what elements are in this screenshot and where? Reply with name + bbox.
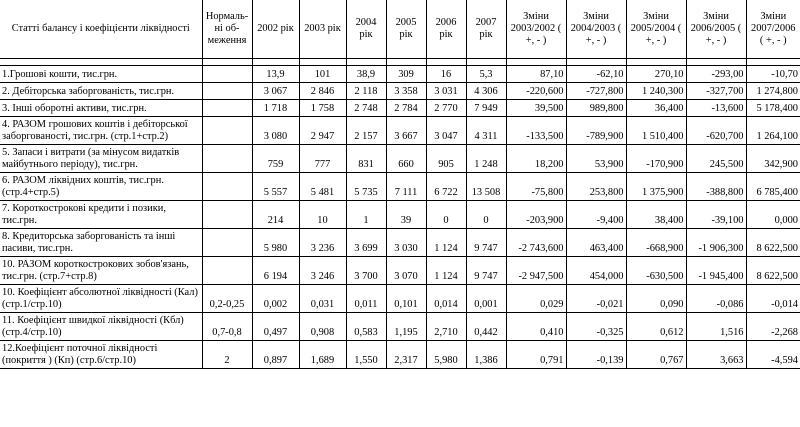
cell-2007: 1 248 [466, 145, 506, 173]
header-change-2005: Зміни 2005/2004 ( +, - ) [626, 0, 686, 59]
cell-2005: 0,101 [386, 285, 426, 313]
header-2003: 2003 рік [299, 0, 346, 59]
cell-2004: 3 699 [346, 229, 386, 257]
cell-change-2004: -0,325 [566, 313, 626, 341]
cell-change-2003: -203,900 [506, 201, 566, 229]
cell-2003: 3 246 [299, 257, 346, 285]
cell-2006: 0,014 [426, 285, 466, 313]
cell-2005: 660 [386, 145, 426, 173]
cell-change-2007: 8 622,500 [746, 257, 800, 285]
cell-change-2007: 342,900 [746, 145, 800, 173]
cell-change-2003: -133,500 [506, 117, 566, 145]
cell-2002: 6 194 [252, 257, 299, 285]
cell-change-2007: -0,014 [746, 285, 800, 313]
cell-change-2004: 989,800 [566, 100, 626, 117]
cell-2007: 4 311 [466, 117, 506, 145]
cell-change-2007: 1 264,100 [746, 117, 800, 145]
cell-2002: 3 080 [252, 117, 299, 145]
cell-change-2005: -668,900 [626, 229, 686, 257]
cell-change-2004: 53,900 [566, 145, 626, 173]
cell-2005: 2,317 [386, 341, 426, 369]
cell-2006: 3 047 [426, 117, 466, 145]
cell-2007: 0 [466, 201, 506, 229]
cell-2004: 3 700 [346, 257, 386, 285]
cell-2003: 2 846 [299, 83, 346, 100]
cell-norm [202, 229, 252, 257]
cell-change-2005: 0,090 [626, 285, 686, 313]
header-norm: Нормаль-ні об-меження [202, 0, 252, 59]
cell-change-2006: -293,00 [686, 66, 746, 83]
header-change-2003: Зміни 2003/2002 ( +, - ) [506, 0, 566, 59]
cell-2003: 1,689 [299, 341, 346, 369]
cell-2006: 5,980 [426, 341, 466, 369]
row-name: 3. Інші оборотні активи, тис.грн. [0, 100, 202, 117]
cell-change-2003: 18,200 [506, 145, 566, 173]
cell-2006: 1 124 [426, 229, 466, 257]
cell-norm: 0,7-0,8 [202, 313, 252, 341]
cell-change-2005: 1 375,900 [626, 173, 686, 201]
row-name: 6. РАЗОМ ліквідних коштів, тис.грн. (стр.4+стр.5) [0, 173, 202, 201]
cell-2004: 831 [346, 145, 386, 173]
cell-2004: 38,9 [346, 66, 386, 83]
cell-2004: 2 748 [346, 100, 386, 117]
header-change-2007: Зміни 2007/2006 ( +, - ) [746, 0, 800, 59]
row-name: 4. РАЗОМ грошових коштів і дебіторської заборгованості, тис.грн. (стр.1+стр.2) [0, 117, 202, 145]
cell-2002: 5 557 [252, 173, 299, 201]
spacer-row [0, 59, 800, 66]
cell-change-2006: -388,800 [686, 173, 746, 201]
row-name: 8. Кредиторська заборгованість та інші пасиви, тис.грн. [0, 229, 202, 257]
cell-norm [202, 117, 252, 145]
row-name: 5. Запаси і витрати (за мінусом видатків майбутнього періоду), тис.грн. [0, 145, 202, 173]
cell-change-2006: -39,100 [686, 201, 746, 229]
cell-2002: 1 718 [252, 100, 299, 117]
cell-2006: 3 031 [426, 83, 466, 100]
cell-change-2003: 0,410 [506, 313, 566, 341]
table-row [0, 145, 800, 173]
cell-norm [202, 145, 252, 173]
cell-change-2006: -1 906,300 [686, 229, 746, 257]
cell-2003: 1 758 [299, 100, 346, 117]
cell-2007: 9 747 [466, 229, 506, 257]
cell-change-2007: -2,268 [746, 313, 800, 341]
cell-norm [202, 66, 252, 83]
cell-2004: 0,583 [346, 313, 386, 341]
cell-change-2004: 454,000 [566, 257, 626, 285]
header-2007: 2007 рік [466, 0, 506, 59]
cell-2007: 0,001 [466, 285, 506, 313]
cell-change-2004: 463,400 [566, 229, 626, 257]
cell-2004: 1,550 [346, 341, 386, 369]
cell-change-2003: 0,029 [506, 285, 566, 313]
cell-change-2006: 3,663 [686, 341, 746, 369]
header-2002: 2002 рік [252, 0, 299, 59]
cell-2007: 4 306 [466, 83, 506, 100]
cell-change-2003: -220,600 [506, 83, 566, 100]
row-name: 2. Дебіторська заборгованість, тис.грн. [0, 83, 202, 100]
cell-change-2004: -9,400 [566, 201, 626, 229]
cell-change-2004: -62,10 [566, 66, 626, 83]
row-name: 10. Коефіцієнт абсолютної ліквідності (Кал) (стр.1/стр.10) [0, 285, 202, 313]
cell-change-2003: 0,791 [506, 341, 566, 369]
header-2005: 2005 рік [386, 0, 426, 59]
table-row [0, 341, 800, 369]
cell-2005: 3 030 [386, 229, 426, 257]
table-row [0, 66, 800, 83]
cell-2006: 2 770 [426, 100, 466, 117]
cell-2007: 9 747 [466, 257, 506, 285]
table-row [0, 229, 800, 257]
table-row [0, 83, 800, 100]
cell-2007: 0,442 [466, 313, 506, 341]
cell-change-2005: 270,10 [626, 66, 686, 83]
cell-2003: 2 947 [299, 117, 346, 145]
cell-2002: 0,897 [252, 341, 299, 369]
cell-change-2004: 253,800 [566, 173, 626, 201]
header-2004: 2004 рік [346, 0, 386, 59]
cell-2004: 2 157 [346, 117, 386, 145]
cell-2003: 3 236 [299, 229, 346, 257]
cell-change-2007: -4,594 [746, 341, 800, 369]
cell-2006: 0 [426, 201, 466, 229]
cell-2004: 5 735 [346, 173, 386, 201]
row-name: 11. Коефіцієнт швидкої ліквідності (Кбл) (стр.4/стр.10) [0, 313, 202, 341]
cell-2005: 3 667 [386, 117, 426, 145]
cell-norm [202, 100, 252, 117]
cell-2002: 0,497 [252, 313, 299, 341]
header-2006: 2006 рік [426, 0, 466, 59]
cell-change-2007: -10,70 [746, 66, 800, 83]
table-row [0, 285, 800, 313]
cell-change-2007: 8 622,500 [746, 229, 800, 257]
cell-2003: 0,031 [299, 285, 346, 313]
cell-change-2003: 87,10 [506, 66, 566, 83]
cell-change-2006: 1,516 [686, 313, 746, 341]
row-name: 12.Коефіцієнт поточної ліквідності (покриття ) (Кп) (стр.6/стр.10) [0, 341, 202, 369]
cell-norm [202, 201, 252, 229]
cell-2002: 0,002 [252, 285, 299, 313]
cell-change-2007: 6 785,400 [746, 173, 800, 201]
cell-2002: 759 [252, 145, 299, 173]
cell-change-2003: -2 947,500 [506, 257, 566, 285]
cell-change-2005: 0,767 [626, 341, 686, 369]
cell-change-2006: -1 945,400 [686, 257, 746, 285]
header-row [0, 0, 800, 59]
cell-norm: 2 [202, 341, 252, 369]
cell-2005: 3 358 [386, 83, 426, 100]
table-row [0, 313, 800, 341]
table-row [0, 257, 800, 285]
table-row [0, 201, 800, 229]
cell-2007: 7 949 [466, 100, 506, 117]
cell-change-2006: -0,086 [686, 285, 746, 313]
cell-change-2005: 1 510,400 [626, 117, 686, 145]
cell-change-2003: -2 743,600 [506, 229, 566, 257]
header-change-2004: Зміни 2004/2003 ( +, - ) [566, 0, 626, 59]
cell-norm: 0,2-0,25 [202, 285, 252, 313]
cell-change-2006: -13,600 [686, 100, 746, 117]
cell-change-2005: 36,400 [626, 100, 686, 117]
cell-change-2004: -0,021 [566, 285, 626, 313]
row-name: 10. РАЗОМ короткострокових зобов'язань, тис.грн. (стр.7+стр.8) [0, 257, 202, 285]
cell-2002: 5 980 [252, 229, 299, 257]
cell-2003: 5 481 [299, 173, 346, 201]
cell-2006: 6 722 [426, 173, 466, 201]
cell-norm [202, 83, 252, 100]
cell-change-2005: 1 240,300 [626, 83, 686, 100]
table-row [0, 117, 800, 145]
cell-change-2006: -620,700 [686, 117, 746, 145]
header-change-2006: Зміни 2006/2005 ( +, - ) [686, 0, 746, 59]
cell-change-2005: -170,900 [626, 145, 686, 173]
cell-2002: 3 067 [252, 83, 299, 100]
cell-change-2004: -727,800 [566, 83, 626, 100]
cell-change-2006: 245,500 [686, 145, 746, 173]
cell-2005: 7 111 [386, 173, 426, 201]
cell-change-2007: 1 274,800 [746, 83, 800, 100]
row-name: 7. Короткострокові кредити і позики, тис.грн. [0, 201, 202, 229]
cell-2007: 13 508 [466, 173, 506, 201]
cell-2006: 905 [426, 145, 466, 173]
cell-change-2005: 38,400 [626, 201, 686, 229]
cell-2005: 309 [386, 66, 426, 83]
cell-2003: 10 [299, 201, 346, 229]
cell-2005: 39 [386, 201, 426, 229]
cell-2004: 1 [346, 201, 386, 229]
cell-2006: 2,710 [426, 313, 466, 341]
cell-2007: 5,3 [466, 66, 506, 83]
cell-change-2007: 5 178,400 [746, 100, 800, 117]
cell-change-2003: -75,800 [506, 173, 566, 201]
cell-norm [202, 257, 252, 285]
cell-norm [202, 173, 252, 201]
cell-2002: 13,9 [252, 66, 299, 83]
row-name: 1.Грошові кошти, тис.грн. [0, 66, 202, 83]
cell-change-2006: -327,700 [686, 83, 746, 100]
cell-2006: 16 [426, 66, 466, 83]
cell-2006: 1 124 [426, 257, 466, 285]
cell-2004: 2 118 [346, 83, 386, 100]
cell-change-2007: 0,000 [746, 201, 800, 229]
cell-change-2004: -789,900 [566, 117, 626, 145]
cell-change-2005: -630,500 [626, 257, 686, 285]
cell-change-2003: 39,500 [506, 100, 566, 117]
cell-2003: 0,908 [299, 313, 346, 341]
cell-change-2005: 0,612 [626, 313, 686, 341]
cell-2003: 101 [299, 66, 346, 83]
cell-2007: 1,386 [466, 341, 506, 369]
table-row [0, 173, 800, 201]
cell-2005: 1,195 [386, 313, 426, 341]
cell-2002: 214 [252, 201, 299, 229]
cell-2005: 3 070 [386, 257, 426, 285]
cell-2004: 0,011 [346, 285, 386, 313]
header-item: Статті балансу і коефіцієнти ліквідності [0, 0, 202, 59]
cell-2003: 777 [299, 145, 346, 173]
cell-2005: 2 784 [386, 100, 426, 117]
cell-change-2004: -0,139 [566, 341, 626, 369]
table-row [0, 100, 800, 117]
